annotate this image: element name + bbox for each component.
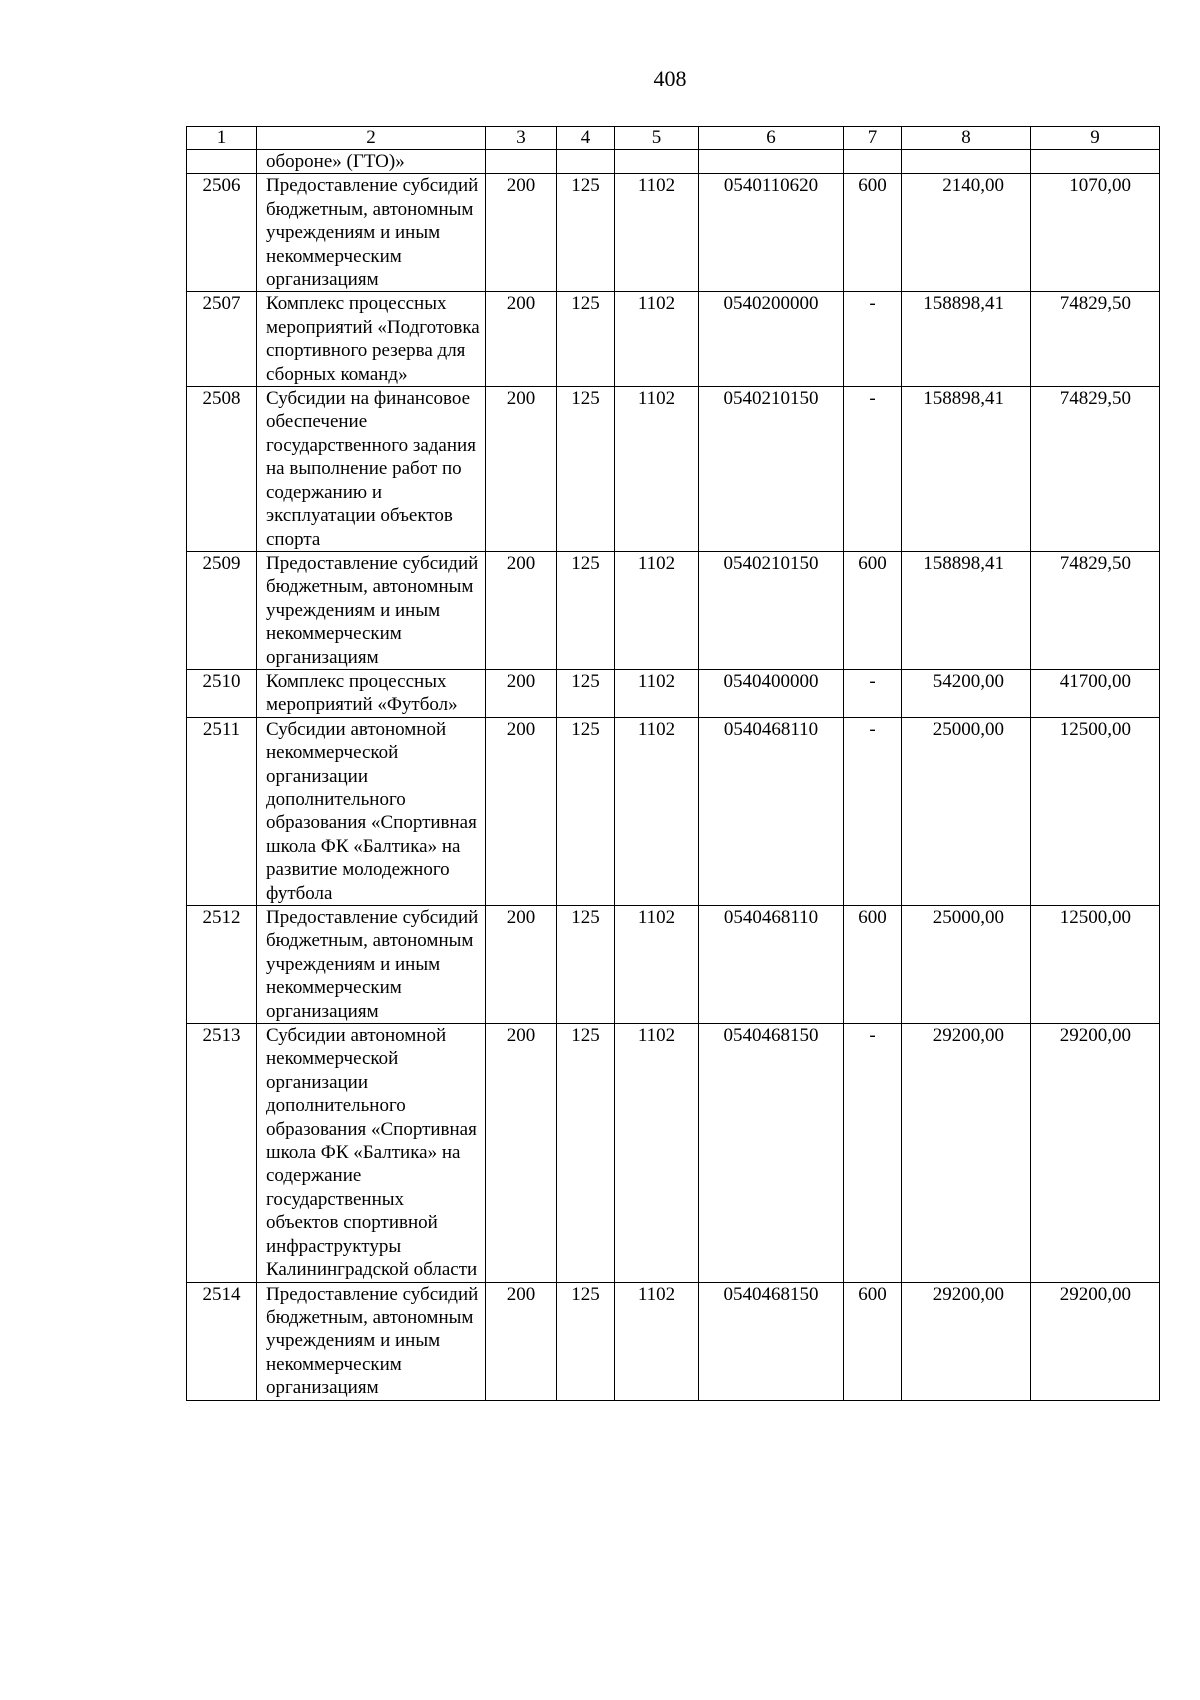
col4-cell: 125	[557, 1024, 615, 1282]
target-code-cell	[699, 150, 844, 174]
expense-type-cell: -	[844, 717, 902, 905]
col5-cell: 1102	[615, 174, 699, 292]
row-number-cell: 2513	[187, 1024, 257, 1282]
column-number: 1	[187, 127, 257, 150]
row-name-cell: Предоставление субсидий бюджетным, автономным учреждениям и иным некоммерческим организациям	[257, 906, 486, 1024]
table-row	[187, 1024, 1160, 1282]
col3-cell: 200	[486, 174, 557, 292]
column-number: 3	[486, 127, 557, 150]
amount-col9-cell: 74829,50	[1031, 551, 1160, 669]
column-number: 9	[1031, 127, 1160, 150]
amount-col8-cell: 2140,00	[902, 174, 1031, 292]
row-number-cell: 2514	[187, 1282, 257, 1400]
expense-type-cell: -	[844, 292, 902, 387]
table-row	[187, 906, 1160, 1024]
amount-col9-cell: 29200,00	[1031, 1024, 1160, 1282]
column-number: 8	[902, 127, 1031, 150]
amount-col9-cell: 29200,00	[1031, 1282, 1160, 1400]
column-number: 5	[615, 127, 699, 150]
table-row	[187, 292, 1160, 387]
column-number: 6	[699, 127, 844, 150]
target-code-cell: 0540468110	[699, 717, 844, 905]
target-code-cell: 0540200000	[699, 292, 844, 387]
expense-type-cell: -	[844, 1024, 902, 1282]
amount-col8-cell: 29200,00	[902, 1024, 1031, 1282]
amount-col8-cell: 25000,00	[902, 906, 1031, 1024]
amount-col9-cell: 74829,50	[1031, 292, 1160, 387]
expense-type-cell	[844, 150, 902, 174]
amount-col9-cell	[1031, 150, 1160, 174]
amount-col9-cell: 1070,00	[1031, 174, 1160, 292]
col5-cell: 1102	[615, 551, 699, 669]
col4-cell: 125	[557, 906, 615, 1024]
amount-col9-cell: 12500,00	[1031, 717, 1160, 905]
col5-cell: 1102	[615, 1024, 699, 1282]
expense-type-cell: 600	[844, 906, 902, 1024]
table-row	[187, 150, 1160, 174]
column-number-header	[187, 127, 1160, 150]
row-number-cell: 2507	[187, 292, 257, 387]
row-number-cell	[187, 150, 257, 174]
budget-table	[186, 126, 1160, 1401]
col4-cell	[557, 150, 615, 174]
amount-col9-cell: 74829,50	[1031, 387, 1160, 552]
target-code-cell: 0540468110	[699, 906, 844, 1024]
col5-cell: 1102	[615, 717, 699, 905]
col3-cell: 200	[486, 551, 557, 669]
col4-cell: 125	[557, 174, 615, 292]
target-code-cell: 0540110620	[699, 174, 844, 292]
col3-cell: 200	[486, 292, 557, 387]
expense-type-cell: 600	[844, 1282, 902, 1400]
expense-type-cell: 600	[844, 551, 902, 669]
col5-cell: 1102	[615, 292, 699, 387]
target-code-cell: 0540468150	[699, 1282, 844, 1400]
row-number-cell: 2510	[187, 669, 257, 717]
column-number: 7	[844, 127, 902, 150]
col3-cell: 200	[486, 387, 557, 552]
col4-cell: 125	[557, 669, 615, 717]
amount-col8-cell: 29200,00	[902, 1282, 1031, 1400]
col4-cell: 125	[557, 292, 615, 387]
row-name-cell: Предоставление субсидий бюджетным, автономным учреждениям и иным некоммерческим организациям	[257, 174, 486, 292]
amount-col9-cell: 41700,00	[1031, 669, 1160, 717]
col3-cell: 200	[486, 717, 557, 905]
row-number-cell: 2506	[187, 174, 257, 292]
col3-cell: 200	[486, 906, 557, 1024]
target-code-cell: 0540400000	[699, 669, 844, 717]
col5-cell: 1102	[615, 1282, 699, 1400]
row-name-cell: Предоставление субсидий бюджетным, автономным учреждениям и иным некоммерческим организациям	[257, 551, 486, 669]
col3-cell: 200	[486, 1024, 557, 1282]
expense-type-cell: -	[844, 669, 902, 717]
expense-type-cell: 600	[844, 174, 902, 292]
amount-col8-cell: 158898,41	[902, 551, 1031, 669]
table-row	[187, 174, 1160, 292]
col4-cell: 125	[557, 387, 615, 552]
col3-cell	[486, 150, 557, 174]
table-body	[187, 127, 1160, 1401]
row-name-cell: Комплекс процессных мероприятий «Подготовка спортивного резерва для сборных команд»	[257, 292, 486, 387]
row-number-cell: 2511	[187, 717, 257, 905]
row-name-cell: Субсидии автономной некоммерческой организации дополнительного образования «Спортивная школа ФК «Балтика» на развитие молодежного футбола	[257, 717, 486, 905]
target-code-cell: 0540468150	[699, 1024, 844, 1282]
row-name-cell: Комплекс процессных мероприятий «Футбол»	[257, 669, 486, 717]
row-number-cell: 2509	[187, 551, 257, 669]
table-row	[187, 387, 1160, 552]
amount-col8-cell: 25000,00	[902, 717, 1031, 905]
target-code-cell: 0540210150	[699, 551, 844, 669]
table-row	[187, 717, 1160, 905]
col5-cell: 1102	[615, 906, 699, 1024]
col4-cell: 125	[557, 717, 615, 905]
table-row	[187, 551, 1160, 669]
col4-cell: 125	[557, 1282, 615, 1400]
table-row	[187, 669, 1160, 717]
col4-cell: 125	[557, 551, 615, 669]
col5-cell: 1102	[615, 669, 699, 717]
page-number: 408	[653, 66, 687, 91]
amount-col8-cell: 158898,41	[902, 387, 1031, 552]
amount-col9-cell: 12500,00	[1031, 906, 1160, 1024]
column-number: 4	[557, 127, 615, 150]
amount-col8-cell: 54200,00	[902, 669, 1031, 717]
row-name-cell: Субсидии на финансовое обеспечение государственного задания на выполнение работ по содержанию и эксплуатации объектов спорта	[257, 387, 486, 552]
col3-cell: 200	[486, 1282, 557, 1400]
col3-cell: 200	[486, 669, 557, 717]
col5-cell	[615, 150, 699, 174]
col5-cell: 1102	[615, 387, 699, 552]
row-name-cell: Предоставление субсидий бюджетным, автономным учреждениям и иным некоммерческим организациям	[257, 1282, 486, 1400]
expense-type-cell: -	[844, 387, 902, 552]
column-number: 2	[257, 127, 486, 150]
row-number-cell: 2508	[187, 387, 257, 552]
table-row	[187, 1282, 1160, 1400]
amount-col8-cell: 158898,41	[902, 292, 1031, 387]
amount-col8-cell	[902, 150, 1031, 174]
row-name-cell: Субсидии автономной некоммерческой организации дополнительного образования «Спортивная школа ФК «Балтика» на содержание государственных объектов спортивной инфраструктуры Калининградской области	[257, 1024, 486, 1282]
row-number-cell: 2512	[187, 906, 257, 1024]
row-name-cell: обороне» (ГТО)»	[257, 150, 486, 174]
target-code-cell: 0540210150	[699, 387, 844, 552]
